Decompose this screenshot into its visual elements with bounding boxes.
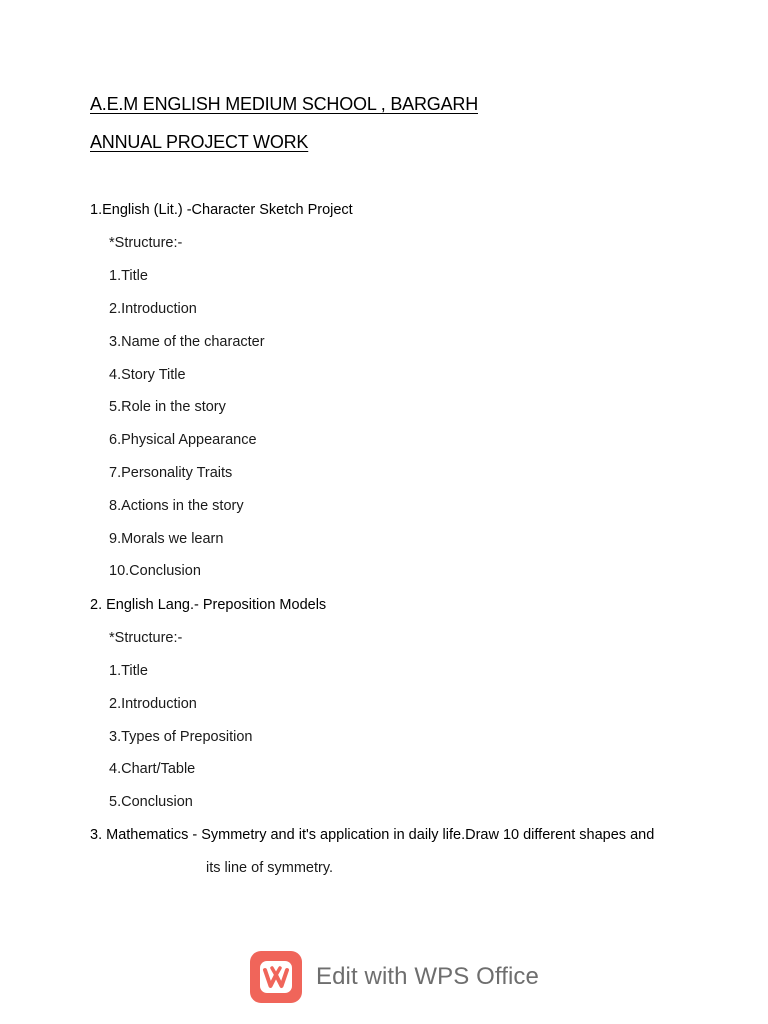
section-1-structure-label: *Structure:- [109, 235, 183, 251]
section-3-description-line2: its line of symmetry. [206, 860, 334, 876]
section-3-title: 3. Mathematics [90, 827, 189, 843]
list-item: 1.Title [109, 268, 148, 284]
list-item: 4.Chart/Table [109, 761, 196, 777]
project-title: ANNUAL PROJECT WORK [90, 132, 309, 152]
wps-watermark-text: Edit with WPS Office [316, 963, 539, 990]
list-item: 2.Introduction [109, 301, 197, 317]
list-item: 3.Name of the character [109, 334, 265, 350]
wps-logo-icon [250, 951, 302, 1003]
section-3-heading [90, 827, 654, 843]
list-item: 1.Title [109, 663, 148, 679]
list-item: 3.Types of Preposition [109, 729, 253, 745]
list-item: 8.Actions in the story [109, 498, 244, 514]
list-item: 4.Story Title [109, 367, 186, 383]
section-1-heading: 1.English (Lit.) -Character Sketch Project [90, 202, 353, 218]
wps-watermark[interactable] [250, 950, 539, 1004]
list-item: 9.Morals we learn [109, 531, 224, 547]
list-item: 5.Role in the story [109, 399, 226, 415]
list-item: 6.Physical Appearance [109, 432, 257, 448]
list-item: 7.Personality Traits [109, 465, 233, 481]
list-item: 10.Conclusion [109, 563, 201, 579]
school-title: A.E.M ENGLISH MEDIUM SCHOOL , BARGARH [90, 94, 478, 114]
section-3-description-line1: Symmetry and it's application in daily life.Draw 10 different shapes and [201, 827, 655, 843]
list-item: 2.Introduction [109, 696, 197, 712]
section-3-separator: - [188, 827, 202, 843]
section-2-structure-label: *Structure:- [109, 630, 183, 646]
section-2-heading: 2. English Lang.- Preposition Models [90, 597, 327, 613]
list-item: 5.Conclusion [109, 794, 193, 810]
